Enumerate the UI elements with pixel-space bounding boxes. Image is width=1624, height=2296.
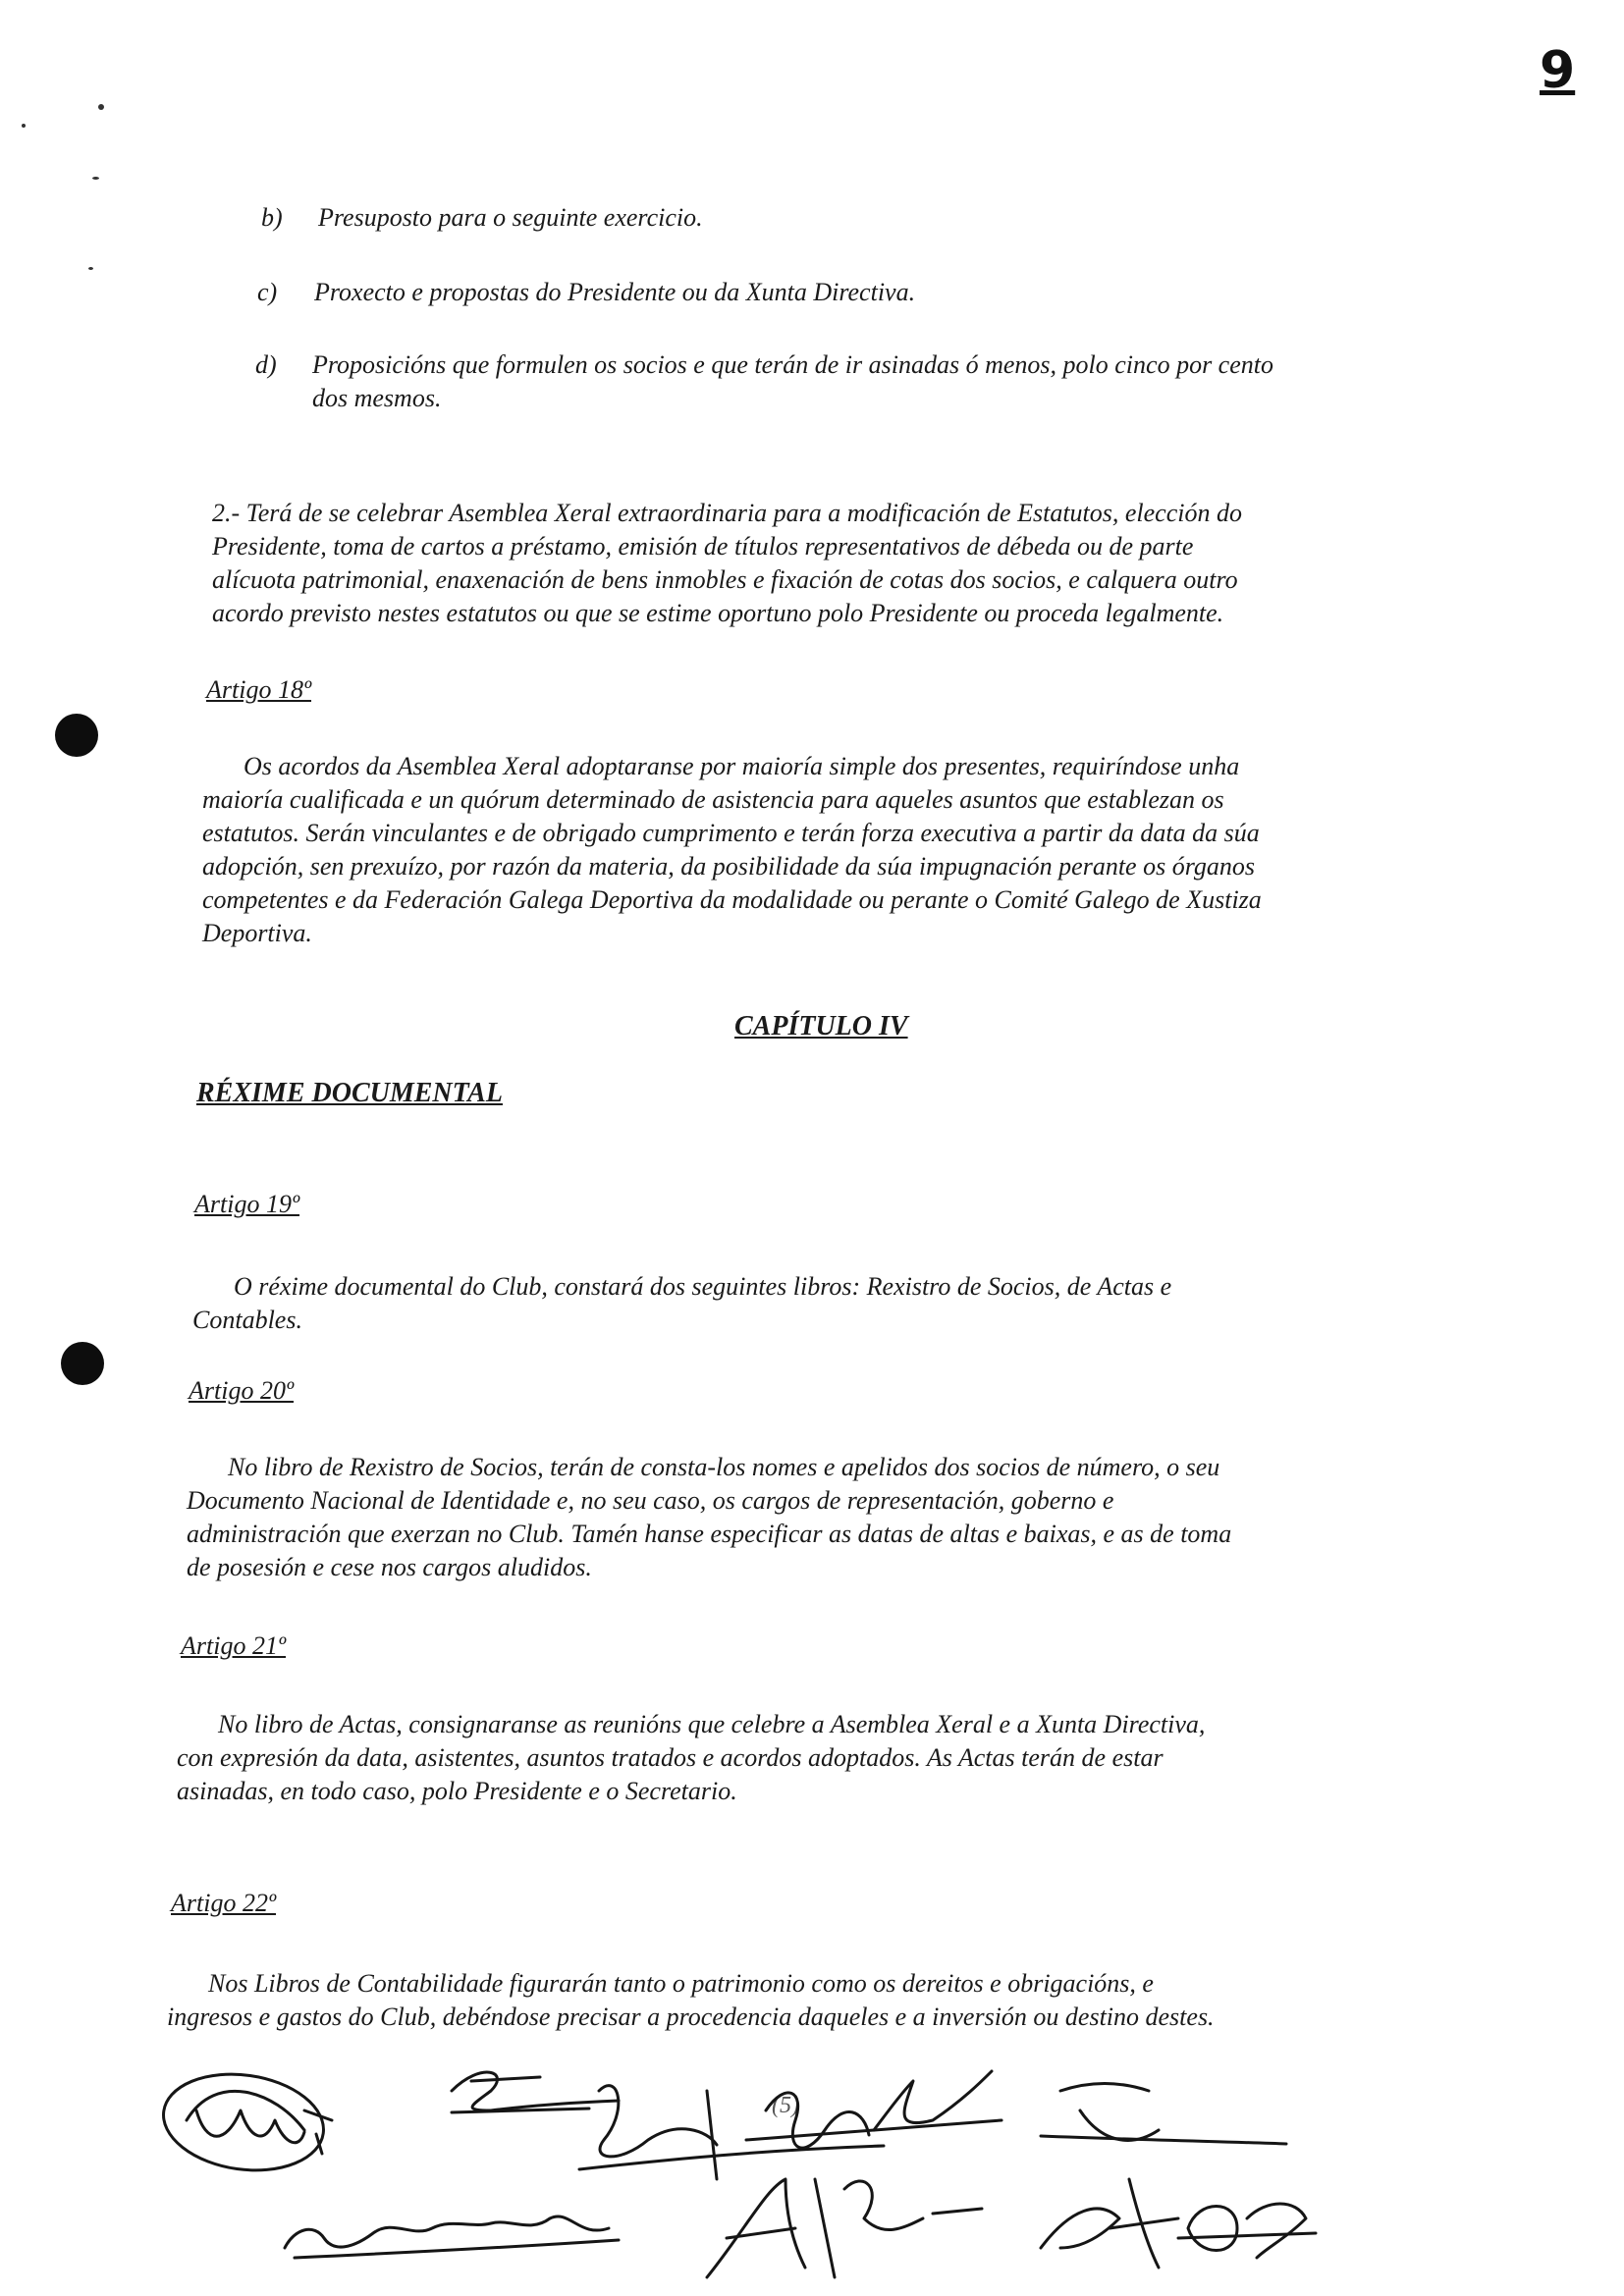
text-line: O réxime documental do Club, constará dos seguintes libros: Rexistro de Socios, de Actas e bbox=[234, 1272, 1172, 1301]
text-line: Presidente, toma de cartos a préstamo, emisión de títulos representativos de débeda ou de parte bbox=[212, 532, 1194, 561]
section-title: RÉXIME DOCUMENTAL bbox=[196, 1078, 503, 1108]
list-item-label: d) bbox=[255, 350, 277, 379]
artigo-21-text bbox=[177, 1708, 1502, 1808]
artigo-21-heading: Artigo 21º bbox=[181, 1631, 287, 1660]
list-item-d bbox=[255, 349, 1532, 418]
text-line: asinadas, en todo caso, polo Presidente e o Secretario. bbox=[177, 1777, 737, 1805]
list-item-text: Proposicións que formulen os socios e que terán de ir asinadas ó menos, polo cinco por cento bbox=[312, 350, 1273, 379]
text-line: 2.- Terá de se celebrar Asemblea Xeral extraordinaria para a modificación de Estatutos, elección do bbox=[212, 499, 1242, 527]
text-line: Documento Nacional de Identidade e, no seu caso, os cargos de representación, goberno e bbox=[187, 1486, 1114, 1515]
artigo-22-heading: Artigo 22º bbox=[171, 1889, 277, 1917]
text-line: administración que exerzan no Club. Tamén hanse especificar as datas de altas e baixas, e as de toma bbox=[187, 1520, 1232, 1548]
artigo-19-heading: Artigo 19º bbox=[194, 1190, 300, 1218]
scan-speck bbox=[92, 177, 99, 180]
text-line: adopción, sen prexuízo, por razón da materia, da posibilidade da súa impugnación perante os órganos bbox=[202, 852, 1255, 881]
page-number: 9 bbox=[1540, 41, 1576, 100]
artigo-18-heading: Artigo 18º bbox=[206, 675, 312, 704]
text-line: competentes e da Federación Galega Deportiva da modalidade ou perante o Comité Galego de Xustiza bbox=[202, 885, 1262, 914]
list-item-text: dos mesmos. bbox=[312, 384, 442, 412]
chapter-title: CAPÍTULO IV bbox=[734, 1011, 908, 1041]
scan-speck bbox=[98, 104, 104, 110]
list-item-text: Proxecto e propostas do Presidente ou da Xunta Directiva. bbox=[314, 278, 916, 306]
punch-hole bbox=[55, 714, 98, 757]
artigo-22-text bbox=[167, 1967, 1502, 2034]
artigo-18-text bbox=[202, 750, 1508, 950]
signature-4 bbox=[746, 2071, 1001, 2148]
punch-hole bbox=[61, 1342, 104, 1385]
text-line: Nos Libros de Contabilidade figurarán tanto o patrimonio como os dereitos e obrigacións, e bbox=[208, 1969, 1154, 1998]
signatures-area bbox=[157, 2052, 1591, 2292]
signature-7 bbox=[707, 2179, 982, 2277]
signature-1 bbox=[157, 2064, 332, 2180]
text-line: Deportiva. bbox=[202, 919, 312, 947]
text-line: de posesión e cese nos cargos aludidos. bbox=[187, 1553, 592, 1581]
signature-8 bbox=[1041, 2179, 1316, 2268]
artigo-20-text bbox=[187, 1451, 1502, 1584]
list-item-text: Presuposto para o seguinte exercicio. bbox=[318, 203, 703, 232]
scan-speck bbox=[22, 124, 26, 128]
scan-speck bbox=[88, 267, 93, 270]
text-line: Os acordos da Asemblea Xeral adoptaranse por maioría simple dos presentes, requiríndose unha bbox=[244, 752, 1240, 780]
signature-2 bbox=[452, 2072, 619, 2112]
text-line: No libro de Rexistro de Socios, terán de consta-los nomes e apelidos dos socios de número, o seu bbox=[228, 1453, 1220, 1481]
footer-page-mark: (5) bbox=[772, 2093, 799, 2118]
text-line: estatutos. Serán vinculantes e de obrigado cumprimento e terán forza executiva a partir da data da súa bbox=[202, 819, 1260, 847]
text-line: con expresión da data, asistentes, asuntos tratados e acordos adoptados. As Actas terán de estar bbox=[177, 1743, 1164, 1772]
list-item-label: c) bbox=[257, 278, 278, 306]
artigo-20-heading: Artigo 20º bbox=[189, 1376, 295, 1405]
text-line: acordo previsto nestes estatutos ou que se estime oportuno polo Presidente ou proceda legalmente. bbox=[212, 599, 1224, 627]
list-item-label: b) bbox=[261, 203, 283, 232]
text-line: Contables. bbox=[192, 1306, 302, 1334]
signature-5 bbox=[1041, 2084, 1286, 2145]
paragraph-2 bbox=[212, 497, 1508, 630]
signature-6 bbox=[285, 2216, 619, 2258]
text-line: maioría cualificada e un quórum determinado de asistencia para aqueles asuntos que establezan os bbox=[202, 785, 1224, 814]
text-line: alícuota patrimonial, enaxenación de bens inmobles e fixación de cotas dos socios, e calquera outro bbox=[212, 565, 1238, 594]
artigo-19-text bbox=[192, 1270, 1498, 1337]
text-line: No libro de Actas, consignaranse as reunións que celebre a Asemblea Xeral e a Xunta Directiva, bbox=[218, 1710, 1206, 1738]
text-line: ingresos e gastos do Club, debéndose precisar a procedencia daqueles e a inversión ou destino destes. bbox=[167, 2002, 1215, 2031]
